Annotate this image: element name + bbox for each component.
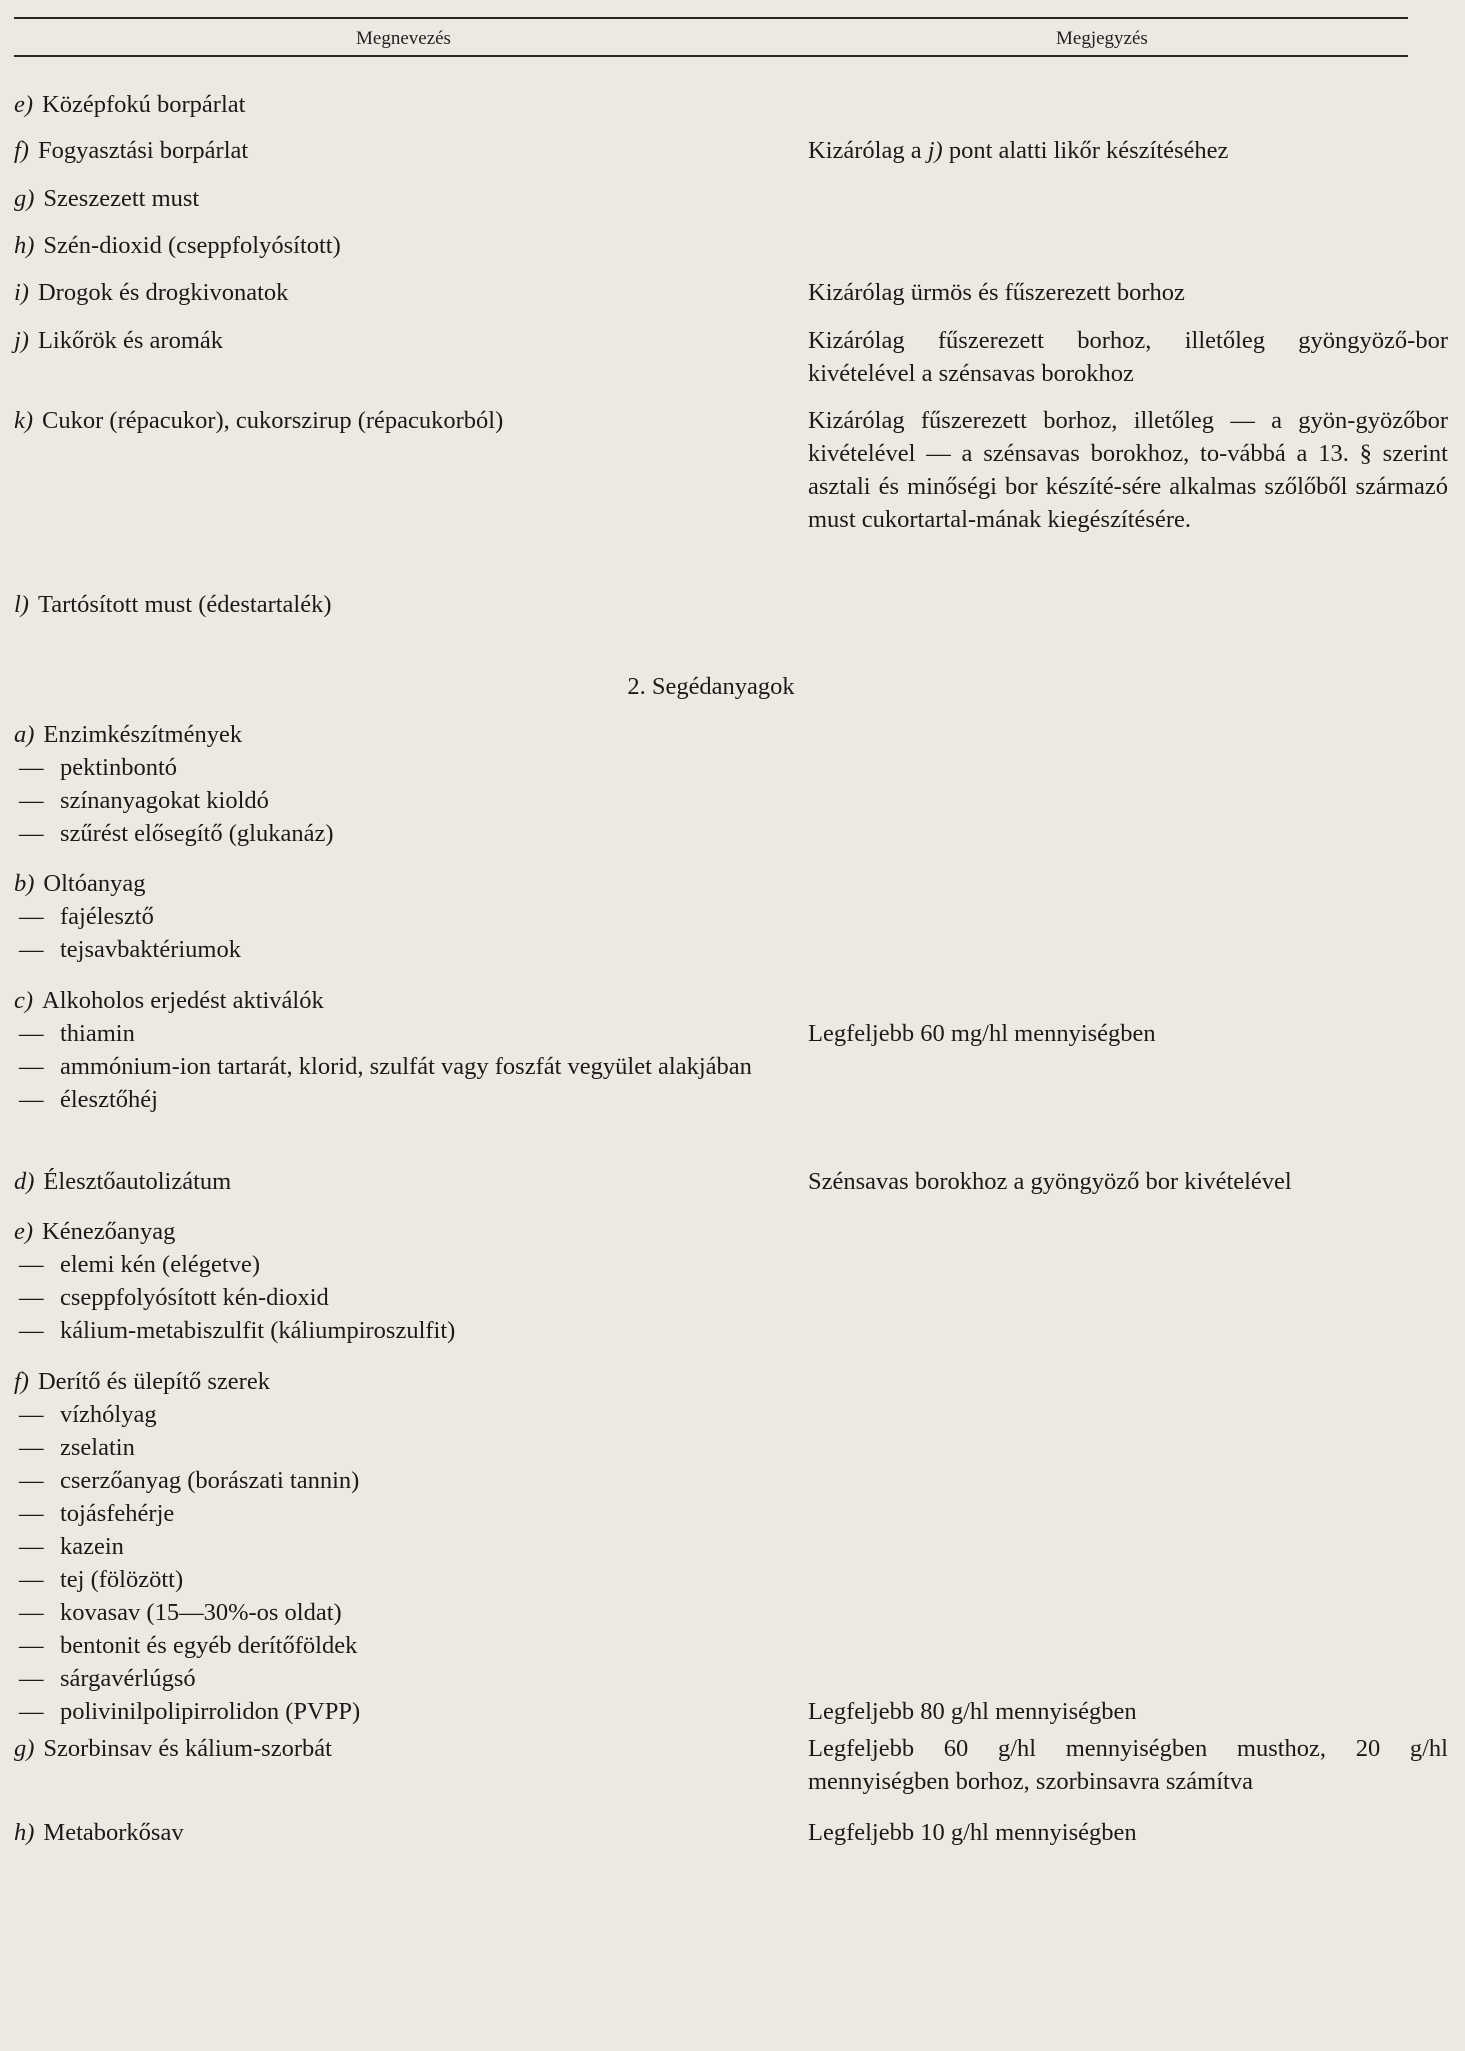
item-letter: g) — [14, 185, 35, 212]
list-item: — szűrést elősegítő (glukanáz) — [19, 820, 334, 847]
item-letter: e) — [14, 91, 34, 118]
table-row — [14, 718, 1454, 867]
item-letter: c) — [14, 987, 34, 1014]
list-item: — színanyagokat kioldó — [19, 787, 269, 814]
list-item: — pektinbontó — [19, 754, 178, 781]
top-rule — [14, 17, 1408, 19]
item-name: Szorbinsav és kálium-szorbát — [43, 1735, 332, 1762]
item-note: Kizárólag ürmös és fűszerezett borhoz — [808, 279, 1185, 306]
table-row — [14, 1215, 1454, 1365]
item-name: Tartósított must (édestartalék) — [37, 591, 332, 618]
table-row — [14, 134, 1454, 182]
item-name: Drogok és drogkivonatok — [37, 279, 289, 306]
list-item: — sárgavérlúgsó — [19, 1665, 196, 1692]
table-row — [14, 1365, 1454, 1732]
item-letter: j) — [14, 327, 29, 354]
item-name: Alkoholos erjedést aktiválók — [42, 987, 324, 1014]
item-letter: k) — [14, 407, 34, 434]
item-name: Élesztőautolizátum — [43, 1168, 232, 1195]
item-letter: d) — [14, 1168, 35, 1195]
list-item: — fajélesztő — [19, 903, 154, 930]
item-letter: h) — [14, 1819, 35, 1846]
item-note: Legfeljebb 60 g/hl mennyiségben musthoz, 20 g/hl mennyiségben borhoz, szorbinsavra számítva — [808, 1735, 1448, 1795]
item-name: Cukor (répacukor), cukorszirup (répacukorból) — [42, 407, 504, 434]
table-row — [14, 588, 1454, 670]
item-letter: b) — [14, 870, 35, 897]
list-item: — bentonit és egyéb derítőföldek — [19, 1632, 358, 1659]
list-item: — thiamin — [19, 1020, 135, 1047]
item-letter: e) — [14, 1218, 34, 1245]
item-name: Középfokú borpárlat — [42, 91, 246, 118]
item-note: Kizárólag fűszerezett borhoz, illetőleg gyöngyöző-bor kivételével a szénsavas borokhoz — [808, 327, 1448, 387]
list-item: — zselatin — [19, 1434, 135, 1461]
item-note: Szénsavas borokhoz a gyöngyöző bor kivételével — [808, 1168, 1292, 1195]
item-name: Enzimkészítmények — [43, 721, 243, 748]
table-row — [14, 867, 1454, 984]
list-item: — ammónium-ion tartarát, klorid, szulfát vagy foszfát vegyület alakjában — [19, 1053, 752, 1080]
item-name: Likőrök és aromák — [37, 327, 224, 354]
header-rule — [14, 55, 1408, 57]
list-item: — vízhólyag — [19, 1401, 157, 1428]
item-note: Legfeljebb 60 mg/hl mennyiségben — [808, 1020, 1156, 1047]
table-row — [14, 182, 1454, 229]
list-item: — elemi kén (elégetve) — [19, 1251, 260, 1278]
section-title: 2. Segédanyagok — [627, 673, 795, 700]
list-item: — kovasav (15—30%-os oldat) — [19, 1599, 342, 1626]
item-note: Kizárólag a j) pont alatti likőr készítéséhez — [808, 137, 1229, 164]
item-name: Szeszezett must — [43, 185, 200, 212]
item-name: Kénezőanyag — [42, 1218, 176, 1245]
table-row — [14, 984, 1454, 1165]
list-item: — tej (fölözött) — [19, 1566, 184, 1593]
item-name: Metaborkősav — [43, 1819, 184, 1846]
list-item: — élesztőhéj — [19, 1086, 158, 1113]
item-letter: h) — [14, 232, 35, 259]
table-row — [14, 88, 1454, 134]
item-letter: l) — [14, 591, 29, 618]
table-body — [14, 88, 1454, 1856]
item-note: Legfeljebb 10 g/hl mennyiségben — [808, 1819, 1137, 1846]
item-name: Oltóanyag — [43, 870, 146, 897]
column-header-note: Megjegyzés — [1056, 28, 1148, 49]
item-name: Szén-dioxid (cseppfolyósított) — [43, 232, 341, 259]
item-letter: f) — [14, 1368, 29, 1395]
table-row — [14, 229, 1454, 276]
list-item: — cseppfolyósított kén-dioxid — [19, 1284, 329, 1311]
item-letter: i) — [14, 279, 29, 306]
item-name: Derítő és ülepítő szerek — [37, 1368, 270, 1395]
table-row — [14, 324, 1454, 404]
table-row — [14, 1816, 1454, 1856]
list-item: — kazein — [19, 1533, 124, 1560]
list-item: — cserzőanyag (borászati tannin) — [19, 1467, 360, 1494]
table-row — [14, 1732, 1454, 1816]
item-letter: a) — [14, 721, 35, 748]
table-row — [14, 276, 1454, 324]
list-item: — tojásfehérje — [19, 1500, 175, 1527]
item-letter: f) — [14, 137, 29, 164]
item-note: Kizárólag fűszerezett borhoz, illetőleg — a gyön-gyözőbor kivételével — a szénsavas borokhoz, to-vábbá a 13. § szerint asztali és minőségi bor készíté-sére alkalmas szőlőből származó must cukortartal-mának kiegészítésére. — [808, 407, 1448, 533]
list-item: — tejsavbaktériumok — [19, 936, 241, 963]
list-item: — polivinilpolipirrolidon (PVPP) — [19, 1698, 361, 1725]
item-note: Legfeljebb 80 g/hl mennyiségben — [808, 1698, 1137, 1725]
column-header-name: Megnevezés — [356, 28, 451, 49]
table-row — [14, 404, 1454, 588]
item-name: Fogyasztási borpárlat — [37, 137, 249, 164]
list-item: — kálium-metabiszulfit (káliumpiroszulfit) — [19, 1317, 456, 1344]
item-letter: g) — [14, 1735, 35, 1762]
table-row — [14, 1165, 1454, 1215]
